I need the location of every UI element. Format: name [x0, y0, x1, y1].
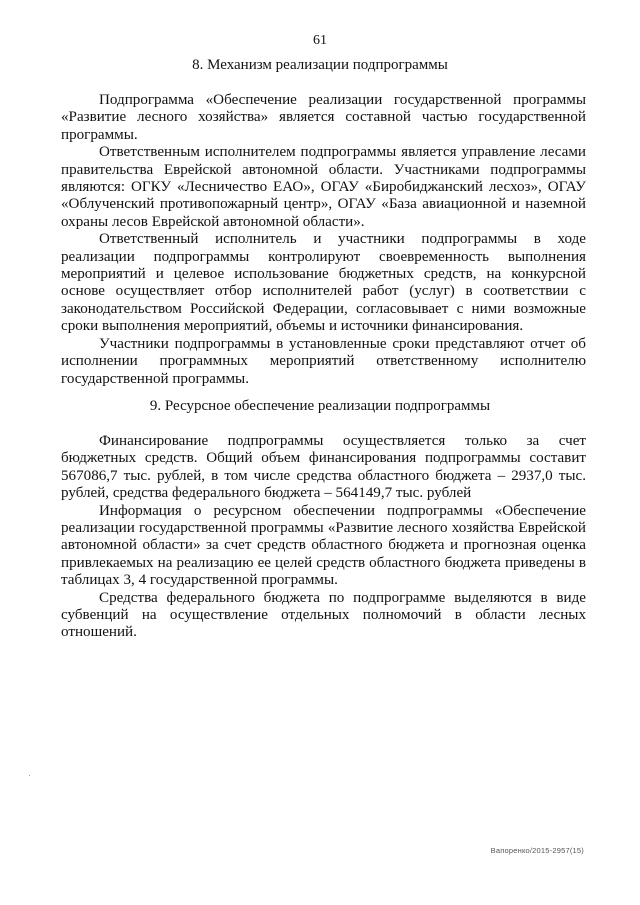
paragraph: Финансирование подпрограммы осуществляется только за счет бюджетных средств. Общий объем финансирования подпрограммы составит 567086,7 тыс. рублей, в том числе средства областного бюджета – 2937,0 тыс. рублей, средства федерального бюджета – 564149,7 тыс. рублей: [61, 433, 586, 502]
paragraph: Средства федерального бюджета по подпрограмме выделяются в виде субвенций на осуществление отдельных полномочий в области лесных отношений.: [61, 589, 586, 641]
section-body: [61, 433, 586, 642]
section-body: [61, 92, 586, 388]
section-heading: 8. Механизм реализации подпрограммы: [192, 57, 448, 73]
scan-speck: [29, 775, 30, 776]
page-number: 61: [313, 33, 327, 48]
paragraph: Участники подпрограммы в установленные сроки представляют отчет об исполнении программных мероприятий ответственному исполнителю государственной программы.: [61, 335, 586, 387]
paragraph: Ответственным исполнителем подпрограммы является управление лесами правительства Еврейской автономной области. Участниками подпрограммы являются: ОГКУ «Лесничество ЕАО», ОГАУ «Биробиджанский лесхоз», ОГАУ «Облученский противопожарный центр», ОГАУ «База авиационной и наземной охраны лесов Еврейской автономной области».: [61, 144, 586, 230]
paragraph: Ответственный исполнитель и участники подпрограммы в ходе реализации подпрограммы контролируют своевременность выполнения мероприятий и целевое использование бюджетных средств, на конкурсной основе осуществляет отбор исполнителей работ (услуг) в соответствии с законодательством Российской Федерации, согласовывает с ними возможные сроки выполнения мероприятий, объемы и источники финансирования.: [61, 231, 586, 335]
document-code: Вапоренко/2015-2957(15): [490, 846, 584, 855]
section-heading: 9. Ресурсное обеспечение реализации подпрограммы: [149, 398, 491, 414]
paragraph: Подпрограмма «Обеспечение реализации государственной программы «Развитие лесного хозяйства» является составной частью государственной программы.: [61, 92, 586, 143]
paragraph: Информация о ресурсном обеспечении подпрограммы «Обеспечение реализации государственной программы «Развитие лесного хозяйства Еврейской автономной области» за счет средств областного бюджета и прогнозная оценка привлекаемых на реализацию ее целей средств областного бюджета приведены в таблицах 3, 4 государственной программы.: [61, 502, 586, 589]
